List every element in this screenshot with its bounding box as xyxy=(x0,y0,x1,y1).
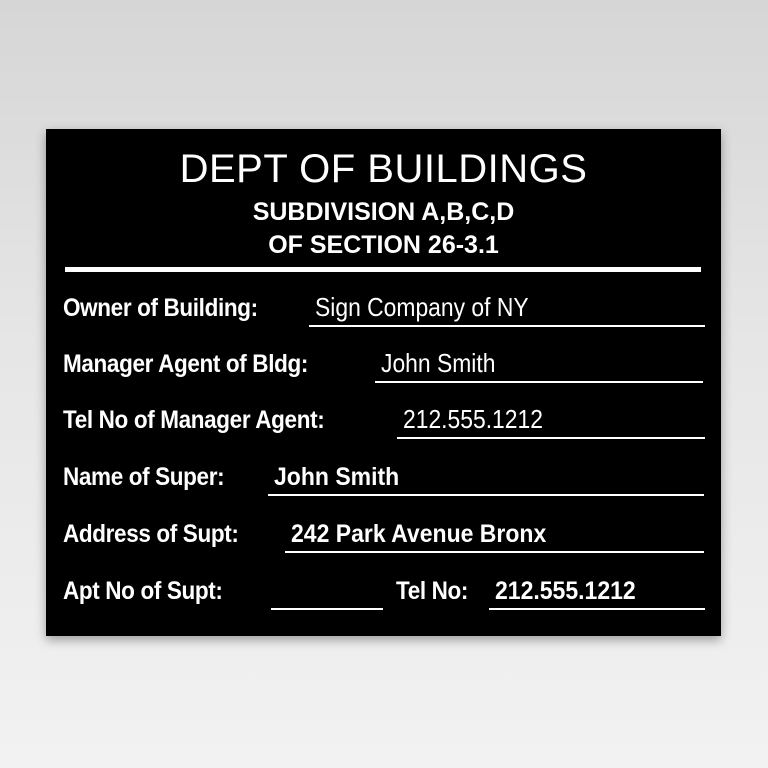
tel-underline xyxy=(489,608,705,610)
tel-manager-underline xyxy=(397,437,705,439)
super-value: John Smith xyxy=(274,463,400,491)
address-underline xyxy=(285,551,704,553)
super-row xyxy=(63,458,705,498)
owner-label: Owner of Building: xyxy=(63,294,258,322)
sign-subtitle-section: OF SECTION 26-3.1 xyxy=(268,231,499,259)
sign-subtitle-subdivision: SUBDIVISION A,B,C,D xyxy=(252,198,515,226)
sign-title: DEPT OF BUILDINGS xyxy=(179,147,588,191)
manager-underline xyxy=(375,381,703,383)
apt-label: Apt No of Supt: xyxy=(63,577,223,605)
manager-label: Manager Agent of Bldg: xyxy=(63,350,308,378)
building-sign xyxy=(46,129,721,636)
apt-tel-row xyxy=(63,572,705,612)
owner-underline xyxy=(309,325,705,327)
apt-underline xyxy=(271,608,383,610)
tel-label: Tel No: xyxy=(396,577,469,605)
address-label: Address of Supt: xyxy=(63,520,239,548)
address-value: 242 Park Avenue Bronx xyxy=(291,520,547,548)
address-row xyxy=(63,515,705,555)
manager-value: John Smith xyxy=(381,348,496,378)
tel-value: 212.555.1212 xyxy=(495,577,636,605)
sign-divider xyxy=(65,267,701,272)
owner-value: Sign Company of NY xyxy=(315,292,529,322)
owner-row xyxy=(63,289,705,329)
tel-manager-label: Tel No of Manager Agent: xyxy=(63,406,325,434)
super-underline xyxy=(268,494,704,496)
tel-manager-row xyxy=(63,401,705,441)
tel-manager-value: 212.555.1212 xyxy=(403,404,543,434)
manager-row xyxy=(63,345,705,385)
super-label: Name of Super: xyxy=(63,463,225,491)
